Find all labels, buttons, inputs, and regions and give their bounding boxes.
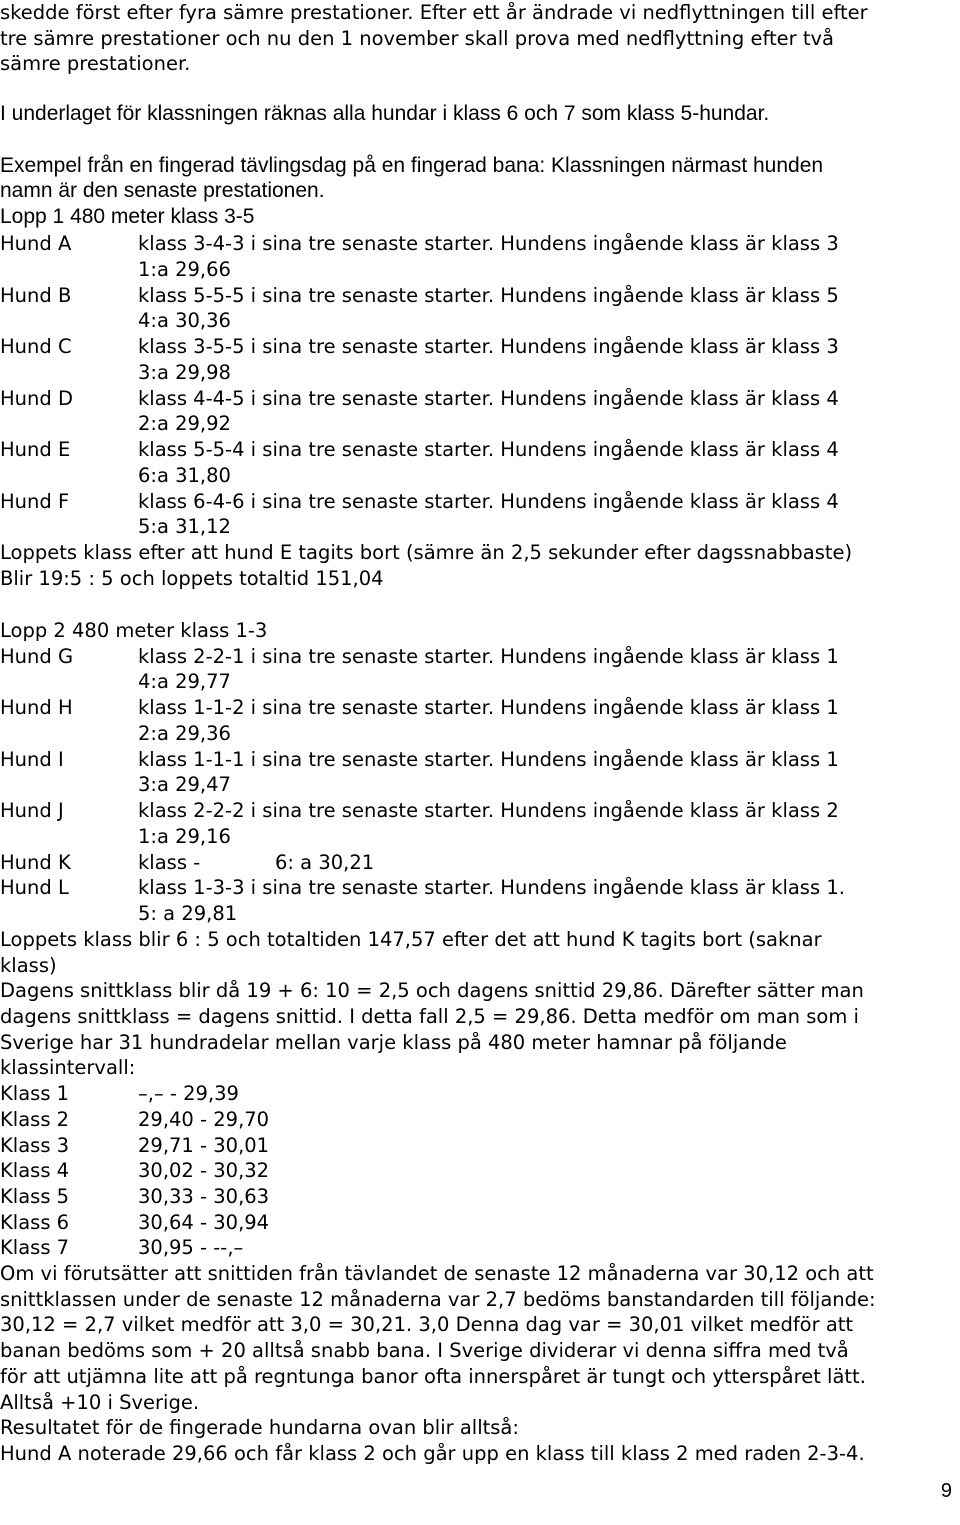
dog-result: 2:a 29,36 — [138, 722, 231, 745]
closing-line-7: Resultatet för de fingerade hundarna ovan blir alltså: — [0, 1416, 519, 1439]
dog-name: Hund E — [0, 438, 71, 461]
closing-line-2: snittklassen under de senaste 12 månaderna var 2,7 bedöms banstandarden till följande: — [0, 1288, 876, 1311]
dog-text: klass - — [138, 851, 201, 874]
after-line-4: dagens snittklass = dagens snittid. I detta fall 2,5 = 29,86. Detta medför om man som i — [0, 1005, 859, 1028]
dog-name: Hund H — [0, 696, 73, 719]
lopp1-title: Lopp 1 480 meter klass 3-5 — [0, 205, 255, 228]
dog-result: 5:a 31,12 — [138, 515, 231, 538]
closing-line-4: banan bedöms som + 20 alltså snabb bana. I Sverige dividerar vi denna siffra med två — [0, 1339, 849, 1362]
closing-line-1: Om vi förutsätter att snittiden från tävlandet de senaste 12 månaderna var 30,12 och att — [0, 1262, 874, 1285]
dog-name: Hund G — [0, 645, 74, 668]
after-line-3: Dagens snittklass blir då 19 + 6: 10 = 2,5 och dagens snittid 29,86. Därefter sätter man — [0, 979, 864, 1002]
dog-text: klass 6-4-6 i sina tre senaste starter. Hundens ingående klass är klass 4 — [138, 490, 839, 513]
dog-name: Hund A — [0, 232, 72, 255]
klass-range: 30,64 - 30,94 — [138, 1211, 270, 1234]
dog-result: 4:a 30,36 — [138, 309, 231, 332]
dog-text: klass 4-4-5 i sina tre senaste starter. Hundens ingående klass är klass 4 — [138, 387, 839, 410]
dog-text: klass 2-2-2 i sina tre senaste starter. Hundens ingående klass är klass 2 — [138, 799, 839, 822]
dog-result: 1:a 29,16 — [138, 825, 231, 848]
klass-name: Klass 5 — [0, 1185, 70, 1208]
klass-range: –,– - 29,39 — [138, 1082, 239, 1105]
dog-result: 6:a 31,80 — [138, 464, 231, 487]
page-number: 9 — [940, 1480, 952, 1502]
klass-name: Klass 2 — [0, 1108, 70, 1131]
klass-range: 30,33 - 30,63 — [138, 1185, 270, 1208]
dog-name: Hund L — [0, 876, 69, 899]
after-line-1: Loppets klass blir 6 : 5 och totaltiden 147,57 efter det att hund K tagits bort (saknar — [0, 928, 822, 951]
klass-name: Klass 4 — [0, 1159, 70, 1182]
closing-line-6: Alltså +10 i Sverige. — [0, 1391, 200, 1414]
dog-result: 1:a 29,66 — [138, 258, 231, 281]
intro-line-3: sämre prestationer. — [0, 52, 191, 75]
dog-result: 2:a 29,92 — [138, 412, 231, 435]
dog-name: Hund F — [0, 490, 70, 513]
klass-range: 29,40 - 29,70 — [138, 1108, 270, 1131]
dog-name: Hund C — [0, 335, 72, 358]
dog-result: 4:a 29,77 — [138, 670, 231, 693]
dog-text: klass 1-1-2 i sina tre senaste starter. Hundens ingående klass är klass 1 — [138, 696, 839, 719]
dog-result: 5: a 29,81 — [138, 902, 238, 925]
closing-line-3: 30,12 = 2,7 vilket medför att 3,0 = 30,21. 3,0 Denna dag var = 30,01 vilket medför att — [0, 1313, 854, 1336]
dog-name: Hund B — [0, 284, 72, 307]
dog-text: klass 1-1-1 i sina tre senaste starter. Hundens ingående klass är klass 1 — [138, 748, 839, 771]
closing-line-5: för att utjämna lite att på regntunga banor ofta innerspåret är tungt och ytterspåret lätt. — [0, 1365, 866, 1388]
intro-line-2: tre sämre prestationer och nu den 1 november skall prova med nedflyttning efter två — [0, 27, 834, 50]
dog-text: klass 5-5-5 i sina tre senaste starter. Hundens ingående klass är klass 5 — [138, 284, 839, 307]
dog-text: klass 5-5-4 i sina tre senaste starter. Hundens ingående klass är klass 4 — [138, 438, 839, 461]
dog-result: 6: a 30,21 — [275, 851, 375, 874]
dog-text: klass 2-2-1 i sina tre senaste starter. Hundens ingående klass är klass 1 — [138, 645, 839, 668]
dog-name: Hund D — [0, 387, 73, 410]
klass-range: 30,02 - 30,32 — [138, 1159, 270, 1182]
after-line-2: klass) — [0, 954, 57, 977]
dog-text: klass 1-3-3 i sina tre senaste starter. Hundens ingående klass är klass 1. — [138, 876, 845, 899]
klass-name: Klass 7 — [0, 1236, 70, 1259]
dog-text: klass 3-5-5 i sina tre senaste starter. Hundens ingående klass är klass 3 — [138, 335, 839, 358]
intro-line-6: namn är den senaste prestationen. — [0, 179, 325, 202]
dog-name: Hund I — [0, 748, 64, 771]
dog-name: Hund K — [0, 851, 71, 874]
klass-name: Klass 1 — [0, 1082, 70, 1105]
klass-name: Klass 3 — [0, 1134, 70, 1157]
lopp2-title: Lopp 2 480 meter klass 1-3 — [0, 619, 268, 642]
dog-result: 3:a 29,98 — [138, 361, 231, 384]
klass-name: Klass 6 — [0, 1211, 70, 1234]
lopp1-summary-1: Loppets klass efter att hund E tagits bort (sämre än 2,5 sekunder efter dagssnabbaste) — [0, 541, 853, 564]
klass-range: 29,71 - 30,01 — [138, 1134, 270, 1157]
intro-line-5: Exempel från en fingerad tävlingsdag på en fingerad bana: Klassningen närmast hunden — [0, 154, 824, 177]
closing-line-8: Hund A noterade 29,66 och får klass 2 och går upp en klass till klass 2 med raden 2-3-4. — [0, 1442, 865, 1465]
dog-text: klass 3-4-3 i sina tre senaste starter. Hundens ingående klass är klass 3 — [138, 232, 839, 255]
after-line-5: Sverige har 31 hundradelar mellan varje klass på 480 meter hamnar på följande — [0, 1031, 787, 1054]
klass-range: 30,95 - --,– — [138, 1236, 244, 1259]
after-line-6: klassintervall: — [0, 1056, 136, 1079]
intro-line-1: skedde först efter fyra sämre prestationer. Efter ett år ändrade vi nedflyttningen till efter — [0, 1, 868, 24]
dog-result: 3:a 29,47 — [138, 773, 231, 796]
intro-line-4: I underlaget för klassningen räknas alla hundar i klass 6 och 7 som klass 5-hundar. — [0, 102, 770, 125]
lopp1-summary-2: Blir 19:5 : 5 och loppets totaltid 151,04 — [0, 567, 384, 590]
dog-name: Hund J — [0, 799, 64, 822]
